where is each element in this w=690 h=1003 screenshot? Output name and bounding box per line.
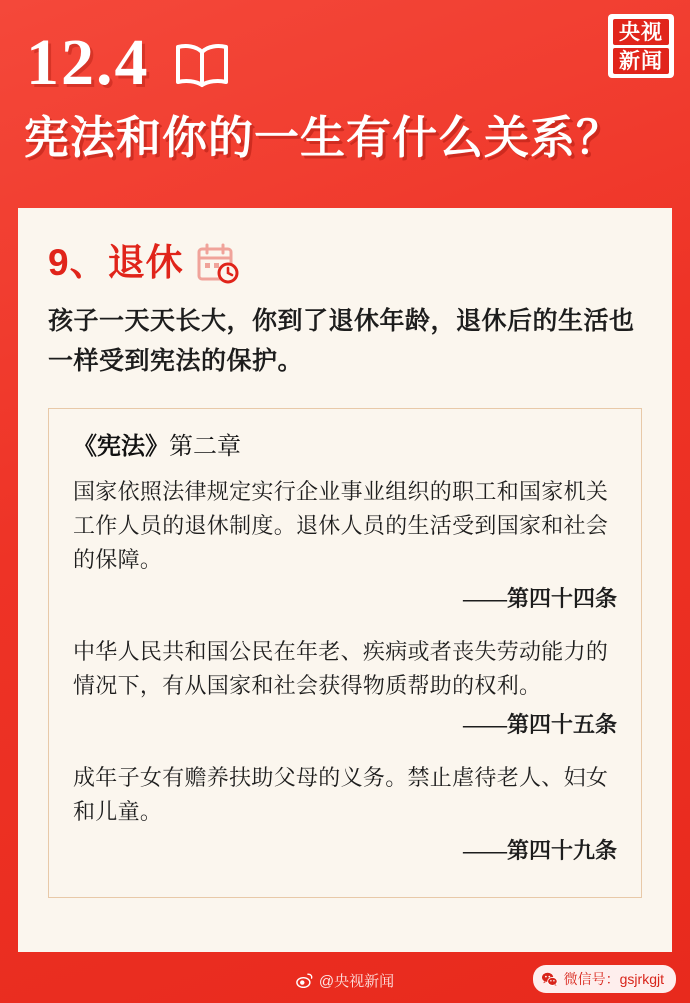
open-book-icon [172, 40, 232, 88]
quote-heading [73, 431, 617, 463]
wechat-id-label: 微信号：gsjrkgjt [563, 971, 664, 987]
constitution-quote-box [48, 408, 642, 898]
calendar-clock-icon [196, 242, 240, 284]
wechat-icon [541, 971, 558, 988]
page-title: 宪法和你的一生有什么关系？ [24, 112, 623, 163]
clause-reference: ——第四十四条 [462, 586, 617, 611]
poster-header [0, 0, 690, 200]
quote-heading-book: 《宪法》 [73, 434, 169, 460]
section-title: 9、退休 [48, 242, 184, 283]
clause-text: 国家依照法律规定实行企业事业组织的职工和国家机关工作人员的退休制度。退休人员的生活受到国家和社会的保障。 [73, 479, 609, 572]
weibo-handle-label: @央视新闻 [318, 973, 395, 990]
section-title-row [48, 242, 642, 284]
weibo-handle [296, 970, 394, 991]
poster-footer [0, 953, 690, 1003]
page-date: 12.4 [26, 26, 150, 99]
quote-heading-chapter: 第二章 [169, 434, 241, 460]
logo-line-1: 央视 [613, 19, 669, 45]
wechat-id [533, 965, 676, 993]
clause-text: 成年子女有赡养扶助父母的义务。禁止虐待老人、妇女和儿童。 [73, 765, 609, 824]
clause-item [73, 635, 617, 743]
weibo-icon [296, 972, 313, 989]
clause-reference: ——第四十九条 [462, 838, 617, 863]
cctv-news-logo [608, 14, 674, 78]
logo-line-2: 新闻 [613, 48, 669, 74]
clause-item [73, 475, 617, 617]
intro-paragraph: 孩子一天天长大，你到了退休年龄，退休后的生活也一样受到宪法的保护。 [48, 308, 635, 375]
content-card [18, 208, 672, 952]
clause-text: 中华人民共和国公民在年老、疾病或者丧失劳动能力的情况下，有从国家和社会获得物质帮助的权利。 [73, 639, 609, 698]
clause-item [73, 761, 617, 869]
clause-reference: ——第四十五条 [462, 712, 617, 737]
